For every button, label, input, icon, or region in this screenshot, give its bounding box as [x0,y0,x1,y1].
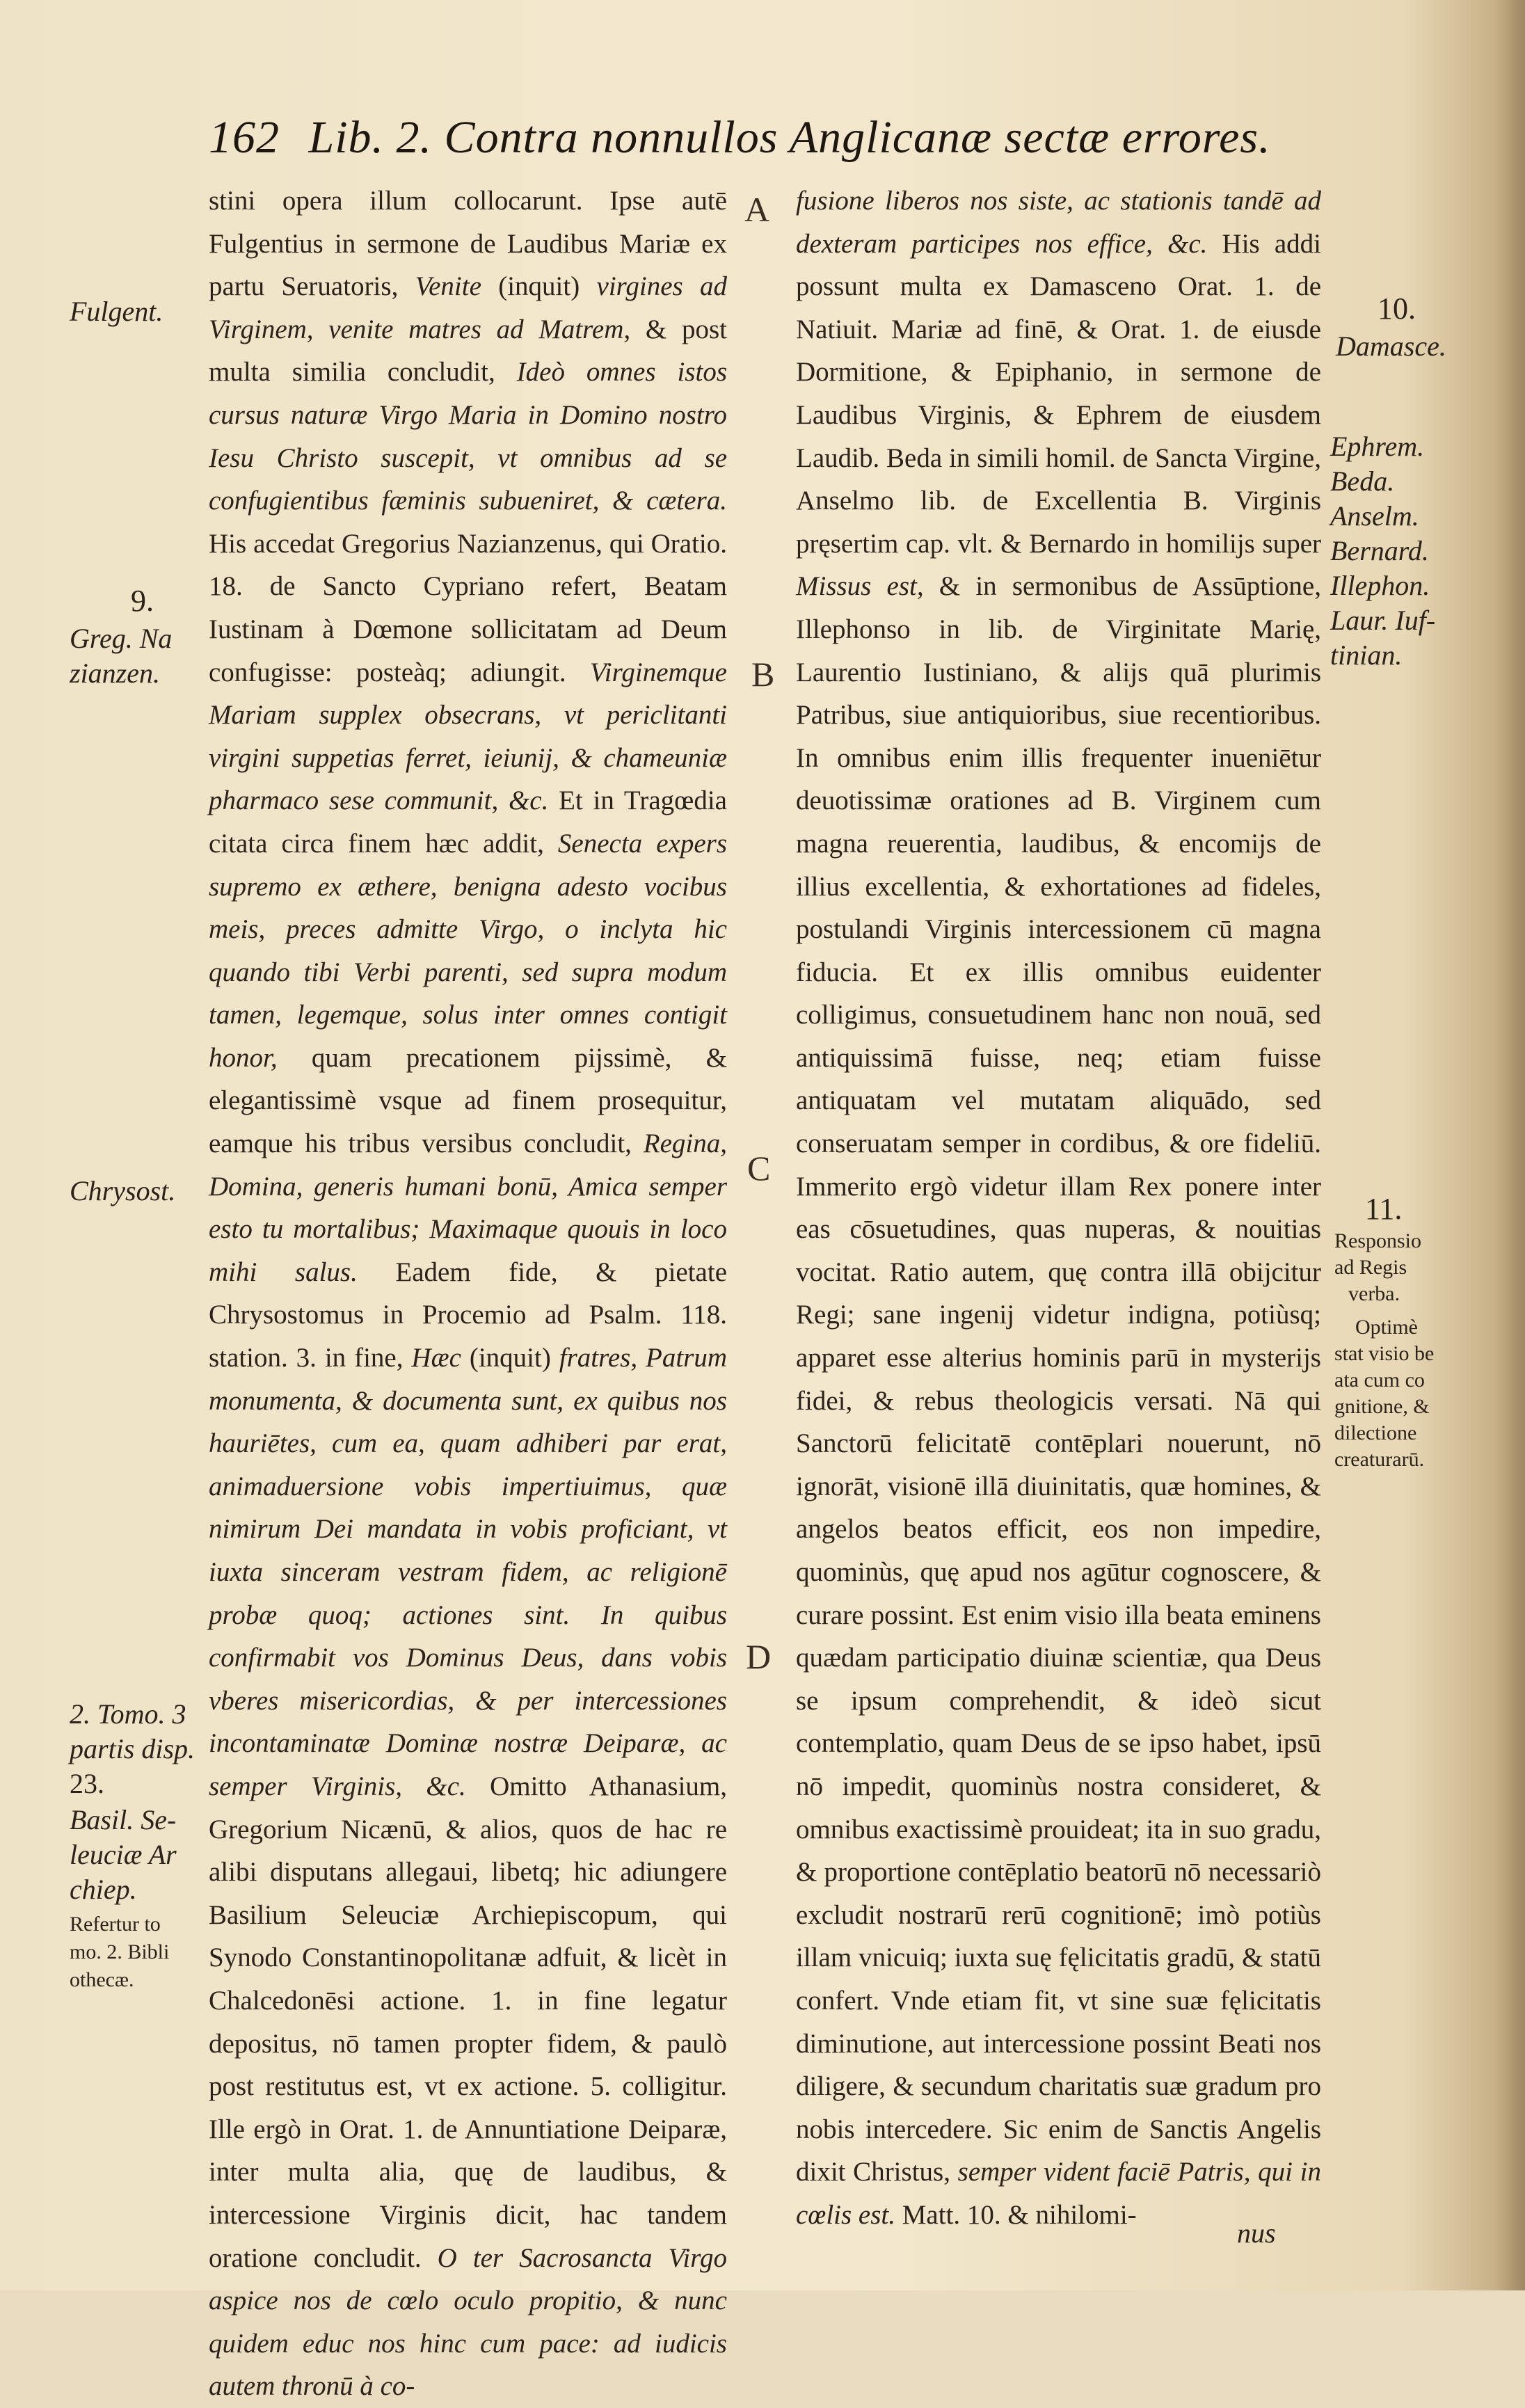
page-edge-shadow [1496,0,1525,2290]
left-text-column [209,180,727,2408]
running-header [209,111,1271,174]
margin-note-fulgent: Fulgent. [70,296,163,327]
section-letter-b: B [751,655,775,694]
italic-text-segment: fratres, Patrum monumenta, & documenta sunt, ex quibus nos hauriētes, cum ea, quam adhiberi par erat, animaduersione vobis impertiuimus, quæ nimirum Dei mandata in vobis proficiant, vt iuxta sinceram vestram fidem, ac religionē probæ quoq; actiones sint. In quibus confirmabit vos Dominus Deus, dans vobis vberes misericordias, & per intercessiones incontaminatæ Dominæ nostræ Deiparæ, ac semper Virginis, &c. [209,1343,728,1801]
margin-note-greg-2: zianzen. [70,657,160,689]
margin-note-basil-3: chiep. [70,1874,137,1905]
margin-note-ref-1: Refertur to [70,1913,161,1936]
margin-note-tomo-3: 23. [70,1768,104,1799]
margin-note-greg-1: Greg. Na [70,623,173,654]
text-segment: His accedat Gregorius Nazianzenus, qui Oratio. 18. de Sancto Cypriano refert, Beatam Iustinam à Dœmone sollicitatam ad Deum confugisse: posteàq; adiungit. [209,528,727,687]
italic-text-segment: Senecta expers supremo ex æthere, benigna adesto vocibus meis, preces admitte Virgo, o inclyta hic quando tibi Verbi parenti, sed supra modum tamen, legemque, solus inter omnes contigit honor, [209,828,727,1073]
margin-note-tomo-2: partis disp. [70,1733,195,1764]
text-segment: (inquit) [461,1343,559,1373]
italic-text-segment: Missus est, [796,571,924,602]
margin-note-basil-1: Basil. Se- [70,1804,177,1835]
margin-note-resp-2: ad Regis [1334,1256,1407,1279]
margin-note-damasce: Damasce. [1336,330,1446,362]
margin-note-illephon: Illephon. [1330,570,1430,601]
margin-note-opt-6: creaturarū. [1334,1448,1425,1471]
italic-text-segment: O ter Sacrosancta Virgo aspice nos de cœlo oculo propitio, & nunc quidem educ nos hinc cum pace: ad iudicis autem thronū à co- [209,2242,727,2402]
italic-text-segment: virgines ad Virginem, venite matres ad Matrem, [209,271,728,344]
margin-note-tomo-1: 2. Tomo. 3 [70,1698,186,1730]
section-letter-d: D [746,1637,772,1676]
margin-note-opt-4: gnitione, & [1334,1395,1430,1418]
catchword: nus [1237,2217,1276,2249]
text-segment: Et in Tragœdia citata circa finem hæc addit, [209,786,727,859]
margin-note-ref-2: mo. 2. Bibli [70,1940,170,1963]
text-segment: & in sermonibus de Assūptione, Illephonso in lib. de Virginitate Marię, Laurentio Iustiniano, & alijs quā plurimis Patribus, siue antiquioribus, siue recentioribus. In omnibus enim illis frequenter inueniētur deuotissimæ orationes ad B. Virginem cum magna reuerentia, laudibus, & encomijs de illius excellentia, & exhortationes ad fideles, postulandi Virginis intercessionem cū magna fiducia. Et ex illis omnibus euidenter colligimus, consuetudinem hanc non nouā, sed antiquissimā fuisse, neq; etiam fuisse antiquatam vel mutatam aliquādo, sed conseruatam semper in cordibus, & ore fideliū. Immerito ergò videtur illam Rex ponere inter eas cōsuetudines, quas nuperas, & nouitias vocitat. [796,571,1321,1287]
text-segment: & post multa similia concludit, [209,314,727,388]
section-letter-a: A [744,190,770,229]
text-segment: quam precationem pijssimè, & elegantissimè vsque ad finem prosequitur, eamque his tribus versibus concludit, [209,1042,727,1159]
margin-note-opt-2: stat visio be [1334,1342,1435,1365]
margin-note-opt-1: Optimè [1355,1316,1418,1339]
margin-note-opt-3: ata cum co [1334,1369,1425,1392]
text-segment: Ratio autem, quę contra illā obijcitur Regi; sane ingenij videtur indigna, potiùsq; apparet esse alterius hominis parū in mysterijs fidei, & rebus theologicis versati. Nā qui Sanctorū felicitatē contēplari nouerunt, nō ignorāt, visionē illā diuinitatis, quæ homines, & angelos beatos efficit, eos non impedire, quominùs, quę apud nos agūtur cognoscere, & curare possint. Est enim visio illa beata eminens quædam participatio diuinæ scientiæ, qua Deus se ipsum comprehendit, & ideò sicut contemplatio, quam Deus de se ipso habet, ipsū nō impedit, quominùs nostra consideret, & omnibus exactissimè prouideat; ita in suo gradu, & proportione contēplatio beatorū nō necessariò excludit nostrarū rerū cognitionē; imò potiùs illam vnicuiq; iuxta suę fęlicitatis gradū, & statū confert. Vnde etiam fit, vt sine suæ fęlicitatis diminutione, aut intercessione possint Beati nos diligere, & secundum charitatis suæ gradum pro nobis intercedere. Sic enim de Sanctis Angelis dixit Christus, [796,1257,1321,2187]
margin-note-ephrem: Ephrem. [1330,431,1425,462]
text-segment: Eadem fide, & pietate Chrysostomus in Procemio ad Psalm. 118. station. 3. in fine, [209,1257,728,1373]
right-text-column [796,180,1321,2237]
left-paragraph [209,180,727,2408]
italic-text-segment: fusione liberos nos siste, ac stationis tandē ad dexteram participes nos effice, &c. [796,186,1321,259]
italic-text-segment: Regina, Domina, generis humani bonū, Amica semper esto tu mortalibus; Maximaque quouis in loco mihi salus. [209,1129,727,1287]
margin-note-opt-5: dilectione [1334,1421,1417,1444]
page-number: 162 [209,112,280,163]
margin-note-chrysost: Chrysost. [70,1175,176,1206]
text-segment: Matt. 10. & nihilomi- [895,2199,1137,2230]
margin-note-basil-2: leuciæ Ar [70,1839,177,1870]
margin-note-beda: Beda. [1330,465,1395,497]
text-segment: (inquit) [481,271,597,302]
margin-note-bernard: Bernard. [1330,535,1429,566]
italic-text-segment: Venite [415,271,481,302]
section-letter-c: C [747,1149,771,1188]
margin-number-9: 9. [131,584,154,618]
margin-number-10: 10. [1378,292,1416,326]
margin-note-laur-1: Laur. Iuf- [1330,605,1436,636]
margin-number-11: 11. [1365,1192,1403,1226]
italic-text-segment: Virginemque Mariam supplex obsecrans, vt periclitanti virgini suppetias ferret, ieiunij, & chameuniæ pharmaco sese communit, &c. [209,657,727,816]
margin-note-ref-3: othecæ. [70,1968,134,1991]
text-segment: His addi possunt multa ex Damasceno Orat. 1. de Natiuit. Mariæ ad finē, & Orat. 1. de eiusde Dormitione, & Epiphanio, in sermone de Laudibus Virginis, & Ephrem de eiusdem Laudib. Beda in simili homil. de Sancta Virgine, Anselmo lib. de Excellentia B. Virginis pręsertim cap. vlt. & Bernardo in homilijs super [796,228,1321,559]
margin-note-laur-2: tinian. [1330,639,1403,671]
margin-note-resp-1: Responsio [1334,1229,1422,1252]
margin-note-anselm: Anselm. [1330,500,1419,532]
text-segment: Omitto Athanasium, Gregorium Nicænū, & alios, quos de hac re alibi disputans allegaui, libetq; hic adiungere Basilium Seleuciæ Archiepiscopum, qui Synodo Constantinopolitanæ adfuit, & licèt in Chalcedonēsi actione. 1. in fine legatur depositus, nō tamen propter fidem, & paulò post restitutus est, vt ex actione. 5. colligitur. Ille ergò in Orat. 1. de Annuntiatione Deiparæ, inter multa alia, quę de laudibus, & intercessione Virginis dicit, hac tandem oratione concludit. [209,1771,727,2273]
italic-text-segment: semper vident faciē Patris, qui in cœlis est. [796,2157,1321,2230]
running-title: Lib. 2. Contra nonnullos Anglicanæ sectæ errores. [308,112,1271,163]
italic-text-segment: Ideò omnes istos cursus naturæ Virgo Maria in Domino nostro Iesu Christo suscepit, vt omnibus ad se confugientibus fæminis subueniret, & cætera. [209,357,727,516]
italic-text-segment: Hæc [411,1343,461,1373]
text-segment: stini opera illum collocarunt. Ipse autē Fulgentius in sermone de Laudibus Mariæ ex partu Seruatoris, [209,186,727,302]
margin-note-resp-3: verba. [1348,1282,1400,1305]
right-paragraph [796,180,1321,2237]
